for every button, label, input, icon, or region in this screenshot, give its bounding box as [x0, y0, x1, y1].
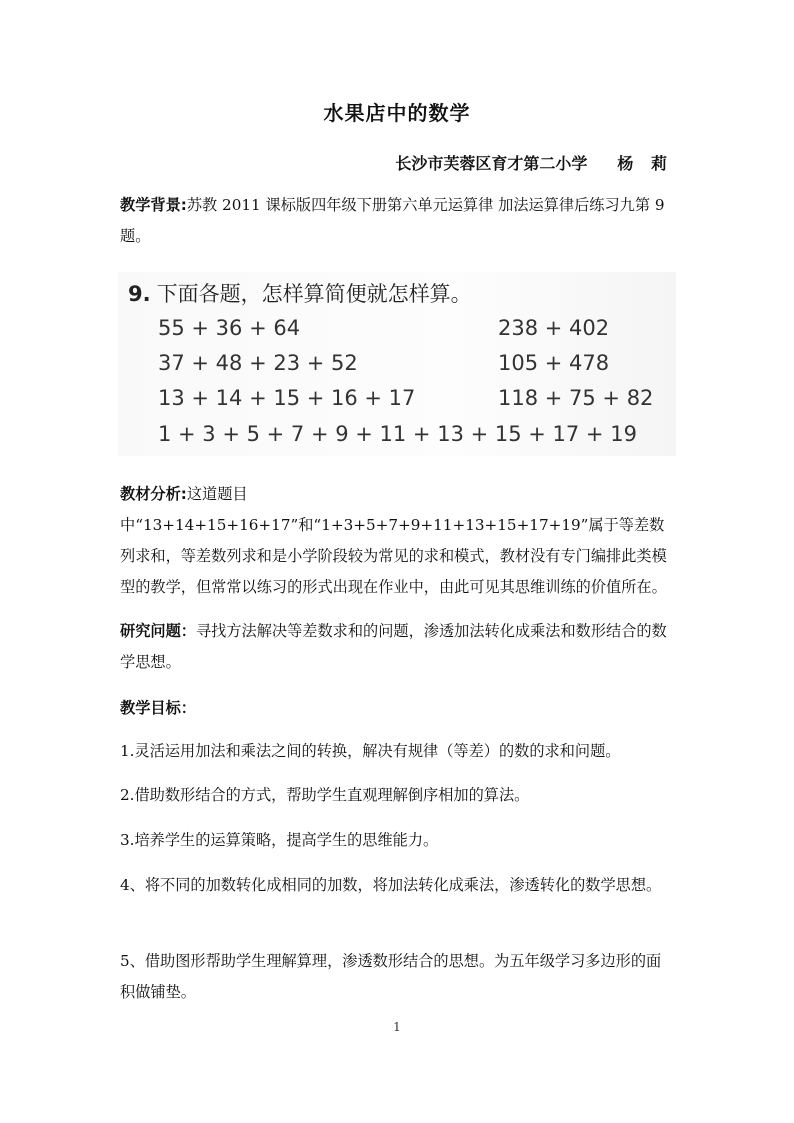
goal-item: 2.借助数形结合的方式，帮助学生直观理解倒序相加的算法。 [120, 786, 530, 804]
exercise-item: 13 + 14 + 15 + 16 + 17 [158, 386, 416, 410]
research-paragraph [120, 616, 676, 678]
research-label: 研究问题： [120, 622, 196, 640]
analysis-paragraph [120, 479, 676, 603]
author-school: 长沙市芙蓉区育才第二小学 [395, 154, 588, 173]
goal-item: 5、借助图形帮助学生理解算理，渗透数形结合的思想。为五年级学习多边形的面积做铺垫。 [120, 952, 662, 1001]
page-number: 1 [393, 1020, 401, 1034]
background-text: 苏教 2011 课标版四年级下册第六单元运算律 加法运算律后练习九第 9 题。 [120, 196, 665, 245]
author-name: 杨 莉 [617, 154, 673, 173]
analysis-text: 这道题目中“13+14+15+16+17”和“1+3+5+7+9+11+13+15+17+19”属于等差数列求和，等差数列求和是小学阶段较为常见的求和模式，教材没有专门编排此类模型的教学，但常常以练习的形式出现在作业中，由此可见其思维训练的价值所在。 [120, 485, 667, 596]
exercise-item: 37 + 48 + 23 + 52 [158, 351, 358, 375]
goal-item: 1.灵活运用加法和乘法之间的转换，解决有规律（等差）的数的求和问题。 [120, 742, 621, 760]
exercise-item: 55 + 36 + 64 [158, 316, 301, 340]
exercise-item: 1 + 3 + 5 + 7 + 9 + 11 + 13 + 15 + 17 + 19 [158, 422, 637, 446]
page-title: 水果店中的数学 [323, 101, 471, 125]
exercise-item: 105 + 478 [498, 351, 610, 375]
goals-label: 教学目标： [120, 699, 196, 717]
research-text: 寻找方法解决等差数求和的问题，渗透加法转化成乘法和数形结合的数学思想。 [120, 622, 667, 671]
exercise-instruction: 下面各题，怎样算简便就怎样算。 [156, 282, 472, 306]
exercise-number: 9. [128, 282, 151, 306]
goals-heading [120, 693, 676, 724]
author-line [395, 151, 673, 174]
analysis-label: 教材分析: [120, 485, 187, 503]
background-paragraph [120, 190, 676, 252]
exercise-heading [128, 278, 472, 308]
exercise-image [118, 272, 676, 456]
goal-item: 3.培养学生的运算策略，提高学生的思维能力。 [120, 831, 439, 849]
exercise-item: 118 + 75 + 82 [498, 386, 654, 410]
background-label: 教学背景: [120, 196, 187, 214]
goal-item: 4、将不同的加数转化成相同的加数，将加法转化成乘法，渗透转化的数学思想。 [120, 876, 662, 894]
exercise-item: 238 + 402 [498, 316, 610, 340]
